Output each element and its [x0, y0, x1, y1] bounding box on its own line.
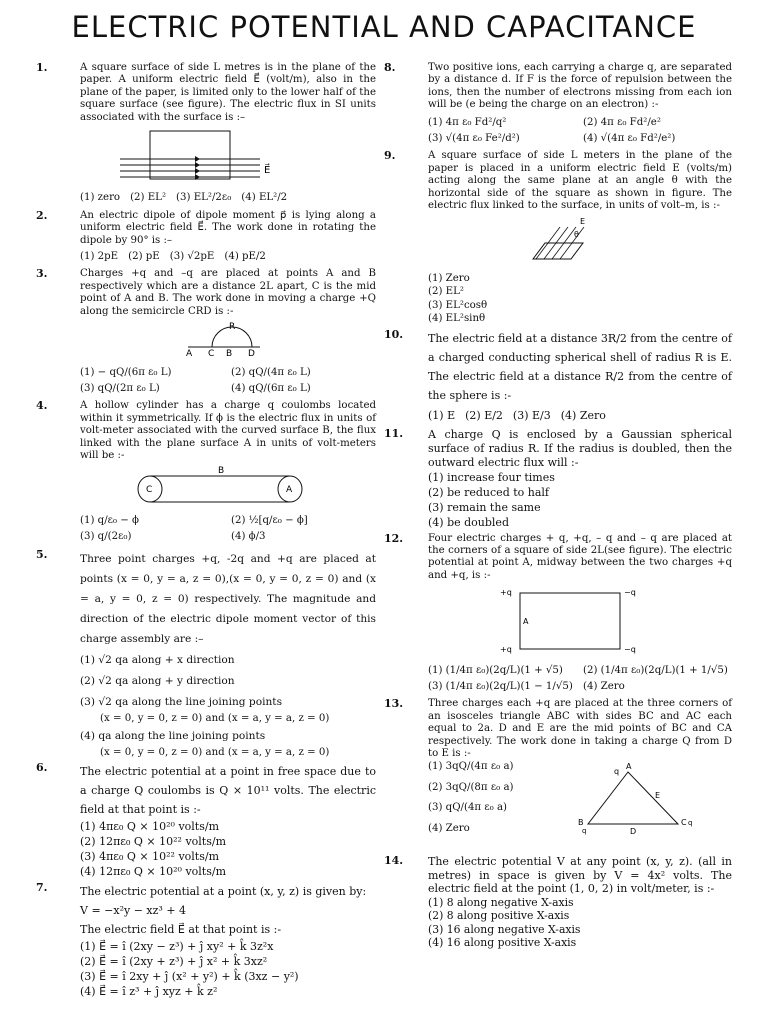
question-2: [36, 210, 376, 266]
figure-square-field: [100, 127, 376, 187]
option-2: (2) ½[q/ε₀ − ϕ]: [231, 514, 308, 526]
option-3: (3) √(4π ε₀ Fe²/d²): [428, 133, 520, 145]
option-4: (4) Zero: [560, 408, 606, 422]
option-2: (2) (1/4π ε₀)(2q/L)(1 + 1/√5): [583, 664, 728, 676]
option-2: (2) EL²: [428, 286, 464, 298]
svg-text:C: C: [146, 485, 153, 496]
question-number: 2.: [36, 208, 48, 222]
option-2: (2) √2 qa along + y direction: [80, 674, 235, 687]
question-number: 3.: [36, 267, 48, 281]
svg-text:−q: −q: [624, 588, 636, 598]
question-stem: An electric dipole of dipole moment p⃗ is lying along a uniform electric field E⃗. The work done in rotating the dipole by 90° is :–: [80, 209, 376, 246]
figure-semicircle: [100, 321, 376, 361]
svg-text:A: A: [186, 349, 193, 358]
question-number: 5.: [36, 547, 48, 561]
question-number: 6.: [36, 761, 48, 775]
option-2: (2) E⃗ = î (2xy + z³) + ĵ x² + k̂ 3xz²: [80, 955, 268, 969]
option-1: (1) 4π ε₀ Fd²/q²: [428, 116, 507, 128]
question-4: [36, 400, 376, 545]
option-4: (4) E⃗ = î z³ + ĵ xyz + k̂ z²: [80, 985, 218, 999]
option-4: (4) EL²/2: [241, 192, 288, 204]
question-12: [384, 533, 732, 696]
question-7: [36, 882, 376, 999]
svg-text:E: E: [655, 791, 661, 801]
question-number: 9.: [384, 149, 396, 163]
option-3: (3) EL²cosθ: [428, 299, 488, 311]
svg-text:B: B: [226, 349, 233, 358]
option-1: (1) 3qQ/(4π ε₀ a): [428, 761, 514, 773]
figure-square-charges: [448, 585, 732, 659]
question-stem: Three point charges +q, -2q and +q are placed at points (x = 0, y = a, z = 0),(x = 0, y = 0, z = 0) and (x = a, y = 0, z = 0) respectively. The magnitude and direction of the electric dipole moment vector of this charge assembly are :–: [80, 552, 376, 645]
page-title: ELECTRIC POTENTIAL AND CAPACITANCE: [71, 10, 697, 44]
option-1: (1) E⃗ = î (2xy − z³) + ĵ xy² + k̂ 3z²x: [80, 940, 274, 954]
svg-text:θ: θ: [574, 230, 579, 240]
svg-text:B: B: [218, 466, 225, 477]
svg-text:A: A: [286, 485, 293, 496]
question-10: [384, 329, 732, 425]
figure-cylinder: [100, 465, 376, 509]
question-8: [384, 62, 732, 147]
svg-text:q: q: [614, 767, 620, 777]
option-2: (2) 4π ε₀ Fd²/e²: [583, 116, 661, 128]
svg-text:−q: −q: [624, 645, 636, 655]
option-4: (4) 16 along positive X-axis: [428, 936, 577, 950]
question-number: 1.: [36, 61, 48, 74]
svg-text:+q: +q: [500, 588, 512, 598]
question-6: [36, 762, 376, 879]
svg-text:D: D: [248, 349, 255, 358]
option-4: (4) pE/2: [224, 251, 266, 263]
option-1: (1) zero: [80, 192, 121, 204]
option-4: (4) be doubled: [428, 515, 509, 529]
svg-text:E: E: [580, 217, 586, 227]
option-4-detail: (x = 0, y = 0, z = 0) and (x = a, y = a, z = 0): [100, 746, 330, 758]
svg-text:E⃗: E⃗: [264, 165, 271, 177]
option-4: (4) 12πε₀ Q × 10²⁰ volts/m: [80, 865, 227, 879]
option-4: (4) qa along the line joining points: [80, 729, 266, 742]
question-3: [36, 268, 376, 397]
option-1: (1) 2pE: [80, 251, 119, 263]
question-number: 8.: [384, 61, 396, 74]
svg-text:+q: +q: [500, 645, 512, 655]
option-3: (3) E/3: [512, 408, 551, 422]
question-5: [36, 549, 376, 760]
svg-text:q: q: [582, 827, 587, 836]
option-1: (1) 4πε₀ Q × 10²⁰ volts/m: [80, 820, 220, 834]
option-2: (2) 8 along positive X-axis: [428, 909, 570, 923]
svg-text:A: A: [523, 617, 529, 627]
question-1: [36, 62, 376, 207]
question-number: 7.: [36, 881, 48, 895]
question-stem: A hollow cylinder has a charge q coulombs located within it symmetrically. If ϕ is the electric flux in units of volt-meter associated with the curved surface B, the flux linked with the plane surface A in units of volt-meters will be :-: [80, 400, 376, 461]
svg-text:C: C: [681, 818, 687, 828]
question-number: 14.: [384, 854, 404, 868]
question-number: 11.: [384, 426, 404, 440]
option-3: (3) qQ/(2π ε₀ L): [80, 382, 160, 394]
question-stem: A square surface of side L meters in the plane of the paper is placed in a uniform electric field E (volts/m) acting along the same plane at an angle θ with the horizontal side of the square as shown in figure. The electric flux linked to the surface, in units of volt–m, is :-: [428, 150, 732, 212]
option-3: (3) 4πε₀ Q × 10²² volts/m: [80, 850, 220, 864]
question-stem: The electric potential at a point in free space due to a charge Q coulombs is Q × 10¹¹ volts. The electric field at that point is :-: [80, 765, 376, 817]
question-number: 12.: [384, 531, 404, 545]
svg-text:D: D: [630, 827, 637, 837]
question-stem-continued: The electric field E⃗ at that point is :-: [80, 923, 282, 937]
option-2: (2) be reduced to half: [428, 485, 549, 499]
question-number: 10.: [384, 327, 404, 341]
option-3-detail: (x = 0, y = 0, z = 0) and (x = a, y = a, z = 0): [100, 712, 330, 724]
question-stem: Three charges each +q are placed at the three corners of an isosceles triangle ABC with sides BC and AC each equal to 2a. D and E are the mid points of BC and CA respectively. The work done in taking a charge Q from D to E is :-: [428, 698, 732, 759]
question-number: 13.: [384, 697, 404, 711]
question-11: [384, 428, 732, 530]
left-column: [36, 62, 376, 1002]
option-1: (1) increase four times: [428, 470, 555, 484]
question-13: [384, 698, 732, 852]
option-4: (4) Zero: [428, 822, 470, 834]
question-stem: Charges +q and –q are placed at points A and B respectively which are a distance 2L apart, C is the mid point of A and B. The work done in moving a charge +Q along the semicircle CRD is :-: [80, 268, 376, 317]
option-2: (2) pE: [128, 251, 160, 263]
svg-text:R: R: [229, 322, 236, 333]
option-3: (3) E⃗ = î 2xy + ĵ (x² + y²) + k̂ (3xz − y²): [80, 970, 299, 984]
option-4: (4) √(4π ε₀ Fd²/e²): [583, 133, 676, 145]
option-4: (4) EL²sinθ: [428, 313, 486, 325]
figure-square-angle: [448, 215, 732, 269]
option-4: (4) Zero: [583, 680, 625, 692]
figure-triangle: [578, 760, 728, 840]
svg-text:q: q: [688, 819, 693, 828]
option-3: (3) √2pE: [169, 251, 215, 263]
question-stem: Four electric charges + q, +q, – q and – q are placed at the corners of a square of side 2L(see figure). The electric potential at point A, midway between the two charges +q and +q, is :-: [428, 532, 732, 581]
option-4: (4) ϕ/3: [231, 531, 266, 543]
option-1: (1) Zero: [428, 272, 470, 284]
question-14: [384, 855, 732, 949]
svg-text:C: C: [208, 349, 215, 358]
option-3: (3) (1/4π ε₀)(2q/L)(1 − 1/√5): [428, 680, 573, 692]
option-3: (3) √2 qa along the line joining points: [80, 695, 283, 708]
option-2: (2) 12πε₀ Q × 10²² volts/m: [80, 835, 227, 849]
option-3: (3) q/(2ε₀): [80, 531, 132, 543]
option-1: (1) q/ε₀ − ϕ: [80, 514, 139, 526]
question-number: 4.: [36, 399, 48, 413]
option-1: (1) − qQ/(6π ε₀ L): [80, 366, 172, 378]
option-1: (1) (1/4π ε₀)(2q/L)(1 + √5): [428, 664, 563, 676]
svg-text:B: B: [578, 818, 584, 828]
option-1: (1) 8 along negative X-axis: [428, 895, 574, 909]
option-2: (2) E/2: [465, 408, 503, 422]
option-1: (1) E: [428, 408, 456, 422]
option-4: (4) qQ/(6π ε₀ L): [231, 382, 311, 394]
svg-text:A: A: [626, 762, 632, 772]
right-column: [384, 62, 732, 953]
option-1: (1) √2 qa along + x direction: [80, 653, 235, 666]
question-stem: A square surface of side L metres is in the plane of the paper. A uniform electric field E⃗ (volt/m), also in the plane of the paper, is limited only to the lower half of the square surface (see figure). The electric flux in SI units associated with the surface is :–: [80, 62, 376, 123]
question-stem: The electric field at a distance 3R/2 from the centre of a charged conducting spherical shell of radius R is E. The electric field at a distance R/2 from the centre of the sphere is :-: [428, 331, 732, 402]
question-stem: A charge Q is enclosed by a Gaussian spherical surface of radius R. If the radius is doubled, then the outward electric flux will :-: [428, 427, 732, 469]
question-stem: The electric potential V at any point (x, y, z). (all in metres) in space is given by V = 4x² volts. The electric field at the point (1, 0, 2) in volt/meter, is :-: [428, 855, 732, 896]
question-stem: Two positive ions, each carrying a charge q, are separated by a distance d. If F is the force of repulsion between the ions, then the number of electrons missing from each ion will be (e being the charge on an electron) :-: [428, 62, 732, 111]
question-stem: The electric potential at a point (x, y, z) is given by:: [80, 885, 367, 899]
potential-equation: V = −x²y − xz³ + 4: [80, 904, 187, 918]
question-9: [384, 150, 732, 325]
option-3: (3) remain the same: [428, 500, 541, 514]
option-3: (3) 16 along negative X-axis: [428, 922, 581, 936]
option-2: (2) EL²: [130, 192, 167, 204]
option-3: (3) qQ/(4π ε₀ a): [428, 802, 508, 814]
option-3: (3) EL²/2ε₀: [176, 192, 232, 204]
option-2: (2) 3qQ/(8π ε₀ a): [428, 781, 514, 793]
option-2: (2) qQ/(4π ε₀ L): [231, 366, 311, 378]
